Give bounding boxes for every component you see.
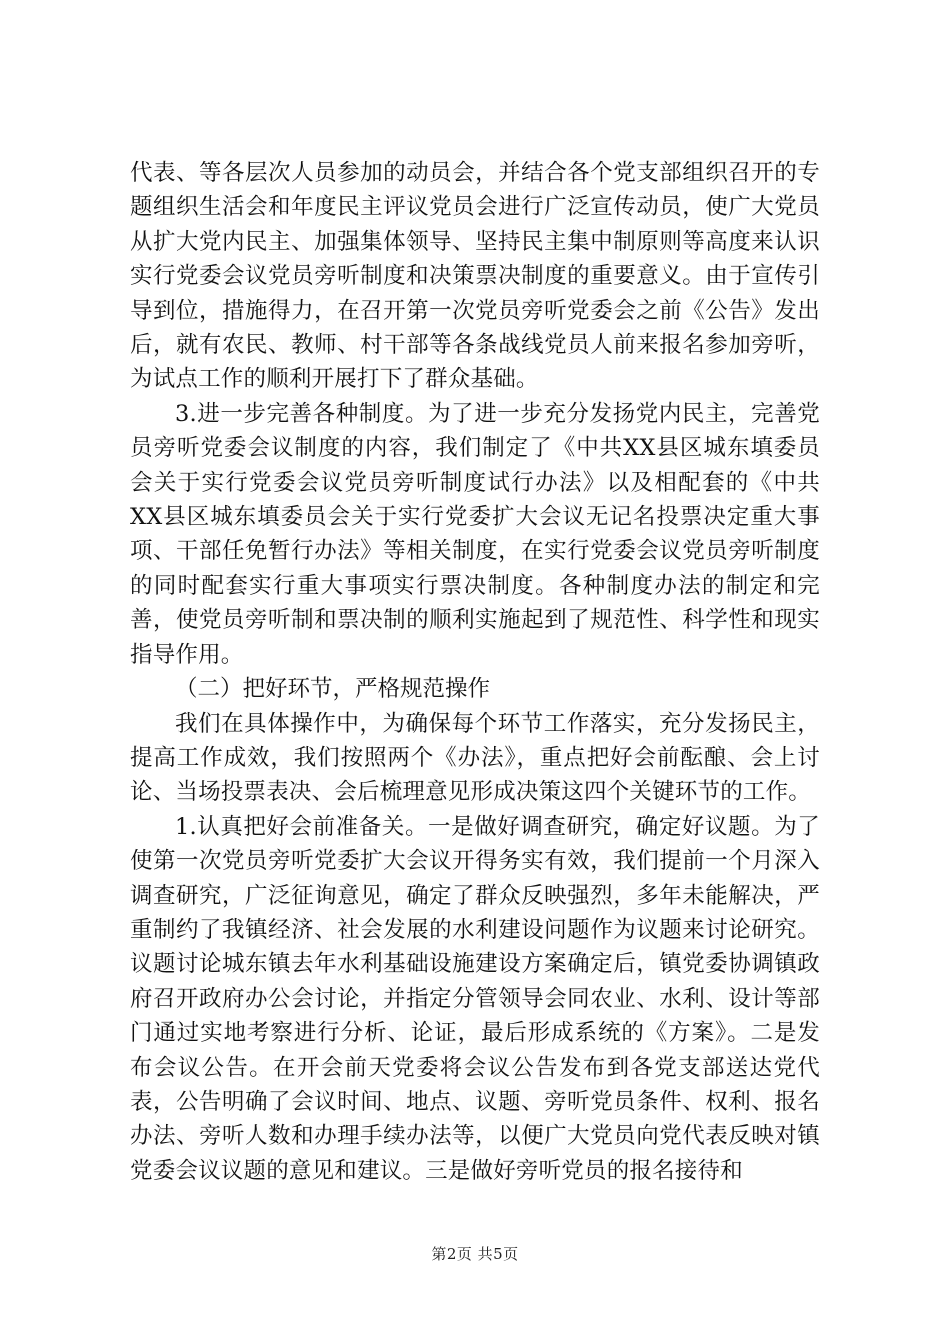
paragraph-pre-meeting-preparation: 1.认真把好会前准备关。一是做好调查研究，确定好议题。为了使第一次党员旁听党委扩大会议开得务实有效，我们提前一个月深入调查研究，广泛征询意见，确定了群众反映强烈，多年未能解决，严重制约了我镇经济、社会发展的水利建设问题作为议题来讨论研究。议题讨论城东镇去年水利基础设施建设方案确定后，镇党委协调镇政府召开政府办公会讨论，并指定分管领导会同农业、水利、设计等部门通过实地考察进行分析、论证，最后形成系统的《方案》。二是发布会议公告。在开会前天党委将会议公告发布到各党支部送达党代表，公告明确了会议时间、地点、议题、旁听党员条件、权利、报名办法、旁听人数和办理手续办法等，以便广大党员向党代表反映对镇党委会议议题的意见和建议。三是做好旁听党员的报名接待和 [130, 813, 820, 1184]
paragraph-mobilization: 代表、等各层次人员参加的动员会，并结合各个党支部组织召开的专题组织生活会和年度民主评议党员会进行广泛宣传动员，使广大党员从扩大党内民主、加强集体领导、坚持民主集中制原则等高度来认识实行党委会议党员旁听制度和决策票决制度的重要意义。由于宣传引导到位，措施得力，在召开第一次党员旁听党委会之前《公告》发出后，就有农民、教师、村干部等各条战线党员人前来报名参加旁听，为试点工作的顺利开展打下了群众基础。 [130, 160, 820, 393]
page-number-footer: 第2页 共5页 [431, 1245, 519, 1263]
section-heading-control-steps: （二）把好环节，严格规范操作 [175, 676, 491, 703]
paragraph-operation-overview: 我们在具体操作中，为确保每个环节工作落实，充分发扬民主，提高工作成效，我们按照两个《办法》，重点把好会前酝酿、会上讨论、当场投票表决、会后梳理意见形成决策这四个关键环节的工作。 [130, 710, 820, 806]
document-body [130, 156, 820, 1188]
paragraph-improve-systems: 3.进一步完善各种制度。为了进一步充分发扬党内民主，完善党员旁听党委会议制度的内容，我们制定了《中共XX县区城东填委员会关于实行党委会议党员旁听制度试行办法》以及相配套的《中共XX县区城东填委员会关于实行党委扩大会议无记名投票决定重大事项、干部任免暂行办法》等相关制度，在实行党委会议党员旁听制度的同时配套实行重大事项实行票决制度。各种制度办法的制定和完善，使党员旁听制和票决制的顺利实施起到了规范性、科学性和现实指导作用。 [130, 400, 820, 668]
